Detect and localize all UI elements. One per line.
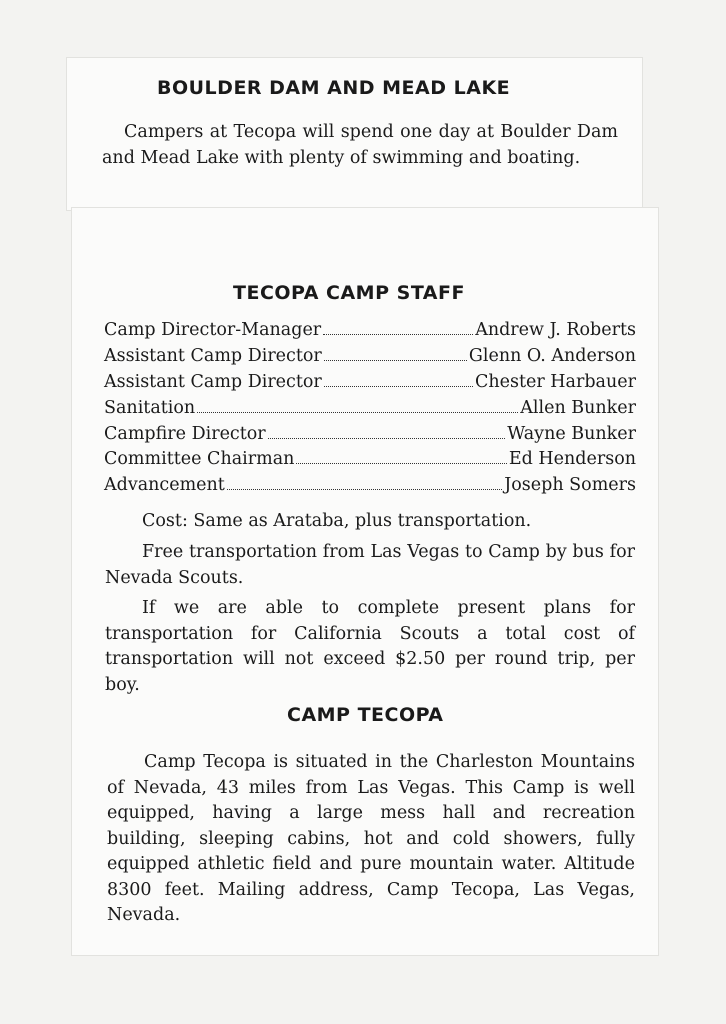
- staff-role: Assistant Camp Director: [104, 345, 322, 366]
- staff-row: [104, 473, 636, 499]
- staff-name: Wayne Bunker: [507, 423, 636, 444]
- cost-paragraph: Cost: Same as Arataba, plus transportation.: [142, 511, 532, 531]
- leader-dots: [324, 359, 467, 361]
- staff-row: [104, 344, 636, 370]
- staff-row: [104, 370, 636, 396]
- staff-role: Sanitation: [104, 397, 196, 418]
- staff-role: Campfire Director: [104, 423, 266, 444]
- staff-role: Assistant Camp Director: [104, 371, 322, 392]
- staff-name: Ed Henderson: [508, 449, 636, 470]
- camp-tecopa-heading: CAMP TECOPA: [287, 704, 444, 726]
- staff-row: [104, 447, 636, 473]
- leader-dots: [296, 462, 506, 464]
- staff-role: Camp Director-Manager: [104, 320, 322, 340]
- staff-name: Allen Bunker: [520, 397, 636, 418]
- boulder-dam-heading: BOULDER DAM AND MEAD LAKE: [157, 77, 511, 99]
- staff-name: Andrew J. Roberts: [475, 320, 636, 340]
- free-transportation-paragraph: Free transportation from Las Vegas to Camp by bus for Nevada Scouts.: [105, 542, 635, 588]
- leader-dots: [323, 333, 473, 335]
- staff-name: Glenn O. Anderson: [468, 345, 636, 366]
- leader-dots: [324, 385, 473, 387]
- camp-tecopa-paragraph: Camp Tecopa is situated in the Charleston Mountains of Nevada, 43 miles from Las Vegas. This Camp is well equipped, having a large mess hall and recreation building, sleeping cabins, hot and cold showers, fully equipped athletic field and pure mountain water. Altitude 8300 feet. Mailing address, Camp Tecopa, Las Vegas, Nevada.: [107, 752, 635, 925]
- staff-role: Committee Chairman: [104, 449, 295, 470]
- camp-staff-heading: TECOPA CAMP STAFF: [233, 282, 465, 304]
- staff-name: Joseph Somers: [504, 475, 636, 496]
- staff-row: [104, 422, 636, 448]
- staff-row: [104, 396, 636, 422]
- staff-role: Advancement: [104, 475, 225, 496]
- leader-dots: [197, 411, 518, 413]
- leader-dots: [268, 437, 506, 439]
- leader-dots: [227, 488, 502, 490]
- staff-row: [104, 318, 636, 344]
- staff-name: Chester Harbauer: [474, 371, 636, 392]
- staff-list: [104, 318, 636, 499]
- boulder-dam-paragraph: Campers at Tecopa will spend one day at Boulder Dam and Mead Lake with plenty of swimming and boating.: [102, 122, 618, 168]
- california-transportation-paragraph: If we are able to complete present plans for transportation for California Scouts a total cost of transportation will not exceed $2.50 per round trip, per boy.: [105, 598, 635, 695]
